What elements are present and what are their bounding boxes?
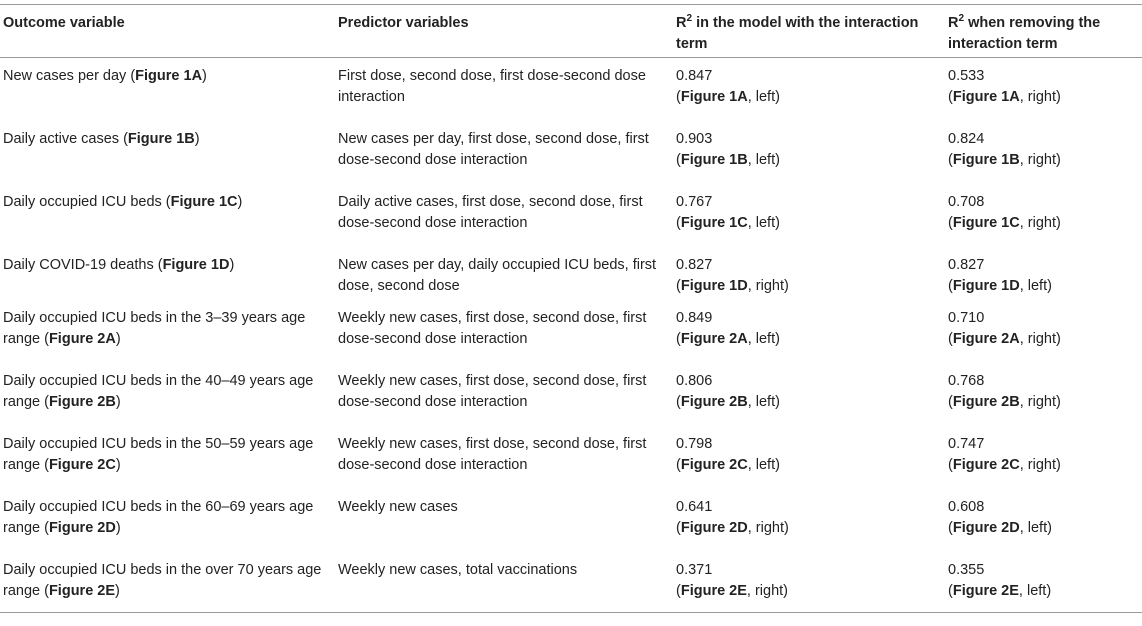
r2-without-figure-ref: Figure 2E [952,583,1019,599]
header-predictor: Predictor variables [338,15,469,31]
r2-without-figure-ref: Figure 2B [952,394,1020,410]
r2-with-value: 0.806 [676,373,713,389]
cell-predictors: New cases per day, daily occupied ICU beds, first dose, second dose [338,257,657,294]
r2-without-side: , right) [1019,331,1061,347]
r2-without-figure-ref: Figure 1B [952,152,1020,168]
outcome-text: Daily occupied ICU beds in the 3–39 years age range ( [3,310,306,347]
cell-r2-without [948,434,1142,489]
r2-without-figure-ref: Figure 1A [952,89,1020,105]
cell-outcome [0,560,338,604]
r2-without-value: 0.708 [948,194,985,210]
r2-without-figure-ref: Figure 2C [952,457,1020,473]
cell-outcome [0,308,338,363]
r2-with-side: , left) [747,457,780,473]
cell-r2-without [948,560,1142,604]
cell-predictors: New cases per day, first dose, second dose, first dose-second dose interaction [338,131,649,168]
outcome-text: Daily occupied ICU beds in the 40–49 years age range ( [3,373,314,410]
r2-with-ref: (Figure 2D, right) [676,520,789,536]
r2-without-side: , right) [1019,457,1061,473]
r2-with-value: 0.847 [676,68,713,84]
cell-r2-with [676,255,948,300]
r2-with-ref: (Figure 1A, left) [676,89,780,105]
r2-with-side: , left) [747,331,780,347]
outcome-text: Daily occupied ICU beds in the over 70 years age range ( [3,562,322,599]
r2-with-ref: (Figure 2C, left) [676,457,780,473]
r2-without-ref: (Figure 2B, right) [948,394,1061,410]
regression-table [0,4,1142,613]
outcome-text: Daily occupied ICU beds in the 50–59 years age range ( [3,436,314,473]
cell-predictors: Weekly new cases, total vaccinations [338,562,578,578]
cell-r2-with [676,434,948,489]
table-row [0,552,1142,604]
r2-with-ref: (Figure 1B, left) [676,152,780,168]
r2-without-side: , left) [1019,278,1052,294]
r2-without-ref: (Figure 2C, right) [948,457,1061,473]
header-r2-without [948,13,1142,57]
r2-without-side: , right) [1019,89,1061,105]
r2-with-value: 0.371 [676,562,713,578]
cell-outcome [0,497,338,552]
outcome-figure-ref: Figure 2C [48,457,116,473]
table-row [0,363,1142,426]
r2-with-side: , left) [747,215,780,231]
outcome-figure-ref: Figure 2E [48,583,116,599]
outcome-figure-ref: Figure 2B [48,394,116,410]
r2-without-value: 0.824 [948,131,985,147]
r2-with-figure-ref: Figure 1A [680,89,748,105]
cell-outcome [0,192,338,247]
cell-predictors: First dose, second dose, first dose-second dose interaction [338,68,646,105]
r2-with-value: 0.641 [676,499,713,515]
outcome-figure-ref: Figure 1A [135,68,203,84]
r2-without-value: 0.355 [948,562,985,578]
table-row [0,184,1142,247]
cell-r2-without [948,255,1142,300]
outcome-close: ) [229,257,235,273]
outcome-figure-ref: Figure 1C [170,194,238,210]
outcome-close: ) [115,394,121,410]
table-header [0,5,1142,58]
outcome-close: ) [237,194,243,210]
r2-without-figure-ref: Figure 2D [952,520,1020,536]
r2-without-ref: (Figure 1C, right) [948,215,1061,231]
r2-with-value: 0.849 [676,310,713,326]
table-row [0,58,1142,121]
cell-r2-with [676,308,948,363]
outcome-figure-ref: Figure 1D [162,257,230,273]
header-r2-with-prefix: R [676,15,687,31]
r2-without-ref: (Figure 2D, left) [948,520,1052,536]
r2-with-value: 0.798 [676,436,713,452]
outcome-text: Daily active cases ( [3,131,128,147]
header-r2-with [676,13,948,57]
r2-with-side: , left) [747,89,780,105]
cell-r2-without [948,129,1142,184]
table-row [0,426,1142,489]
r2-without-ref: (Figure 2E, left) [948,583,1052,599]
header-r2-with-sup: 2 [686,13,693,24]
cell-r2-without [948,371,1142,426]
r2-with-figure-ref: Figure 2C [680,457,748,473]
r2-with-figure-ref: Figure 2D [680,520,748,536]
r2-with-value: 0.903 [676,131,713,147]
r2-without-value: 0.608 [948,499,985,515]
cell-r2-with [676,192,948,247]
r2-without-ref: (Figure 1B, right) [948,152,1061,168]
cell-r2-without [948,66,1142,121]
cell-r2-without [948,497,1142,552]
r2-with-ref: (Figure 1D, right) [676,278,789,294]
cell-r2-without [948,308,1142,363]
outcome-close: ) [115,457,121,473]
r2-without-side: , left) [1018,583,1052,599]
cell-r2-with [676,497,948,552]
cell-r2-with [676,129,948,184]
outcome-text: New cases per day ( [3,68,136,84]
cell-outcome [0,434,338,489]
cell-r2-with [676,66,948,121]
cell-predictors: Weekly new cases, first dose, second dose, first dose-second dose interaction [338,310,647,347]
r2-with-figure-ref: Figure 1B [680,152,748,168]
r2-with-figure-ref: Figure 1D [680,278,748,294]
header-r2-without-suffix: when removing the interaction term [948,15,1101,52]
outcome-figure-ref: Figure 2D [48,520,116,536]
cell-outcome [0,129,338,184]
r2-without-value: 0.533 [948,68,985,84]
outcome-close: ) [194,131,200,147]
cell-r2-with [676,371,948,426]
r2-with-ref: (Figure 2B, left) [676,394,780,410]
r2-without-figure-ref: Figure 1C [952,215,1020,231]
header-r2-without-prefix: R [948,15,959,31]
r2-with-value: 0.827 [676,257,713,273]
r2-without-side: , left) [1019,520,1052,536]
r2-with-side: , right) [747,278,789,294]
cell-outcome [0,255,338,300]
outcome-text: Daily occupied ICU beds in the 60–69 years age range ( [3,499,314,536]
r2-with-value: 0.767 [676,194,713,210]
r2-without-value: 0.827 [948,257,985,273]
r2-without-value: 0.710 [948,310,985,326]
cell-predictors: Weekly new cases, first dose, second dose, first dose-second dose interaction [338,373,647,410]
cell-predictors: Weekly new cases [338,499,458,515]
table-row [0,121,1142,184]
r2-with-ref: (Figure 2A, left) [676,331,780,347]
r2-with-figure-ref: Figure 2A [680,331,748,347]
r2-without-side: , right) [1019,394,1061,410]
r2-without-ref: (Figure 2A, right) [948,331,1061,347]
header-r2-without-sup: 2 [958,13,965,24]
r2-without-value: 0.768 [948,373,985,389]
outcome-close: ) [115,331,121,347]
cell-outcome [0,371,338,426]
r2-with-figure-ref: Figure 2B [680,394,748,410]
cell-r2-with [676,560,948,604]
outcome-figure-ref: Figure 1B [127,131,195,147]
outcome-close: ) [115,520,121,536]
outcome-text: Daily COVID-19 deaths ( [3,257,163,273]
outcome-figure-ref: Figure 2A [48,331,116,347]
table-row [0,247,1142,300]
outcome-close: ) [115,583,120,599]
r2-without-figure-ref: Figure 1D [952,278,1020,294]
r2-without-side: , right) [1019,215,1061,231]
cell-r2-without [948,192,1142,247]
r2-with-side: , right) [747,520,789,536]
header-outcome: Outcome variable [3,15,125,31]
r2-with-ref: (Figure 1C, left) [676,215,780,231]
cell-predictors: Daily active cases, first dose, second dose, first dose-second dose interaction [338,194,643,231]
r2-without-side: , right) [1019,152,1061,168]
table-row [0,300,1142,363]
r2-without-ref: (Figure 1A, right) [948,89,1061,105]
outcome-close: ) [202,68,207,84]
r2-without-value: 0.747 [948,436,985,452]
cell-outcome [0,66,338,121]
r2-without-ref: (Figure 1D, left) [948,278,1052,294]
header-r2-with-suffix: in the model with the interaction term [676,15,919,52]
r2-with-side: , left) [747,394,780,410]
r2-with-side: , left) [747,152,780,168]
bottom-rule [0,612,1142,613]
r2-with-side: , right) [746,583,789,599]
r2-with-figure-ref: Figure 1C [680,215,748,231]
table-body [0,58,1142,604]
outcome-text: Daily occupied ICU beds ( [3,194,171,210]
r2-with-figure-ref: Figure 2E [680,583,747,599]
r2-without-figure-ref: Figure 2A [952,331,1020,347]
table-row [0,489,1142,552]
r2-with-ref: (Figure 2E, right) [676,583,789,599]
cell-predictors: Weekly new cases, first dose, second dose, first dose-second dose interaction [338,436,647,473]
